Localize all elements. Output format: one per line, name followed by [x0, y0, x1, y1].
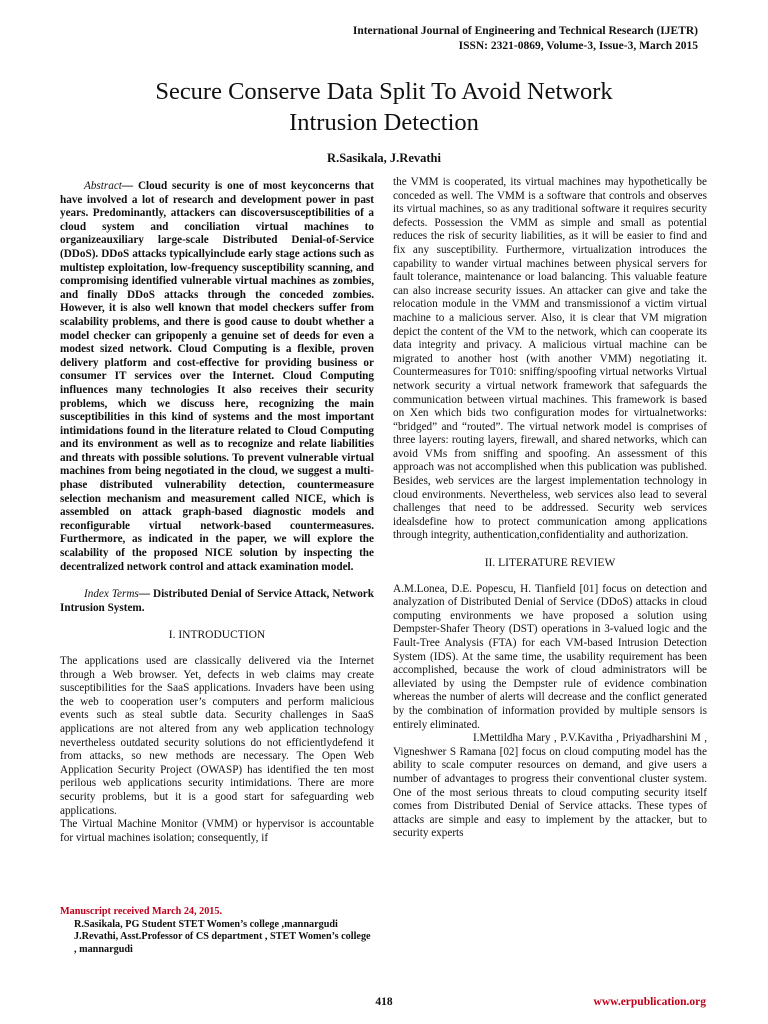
index-terms-text: — Distributed Denial of Service Attack, Network Intrusion System. — [60, 588, 374, 614]
publisher-website[interactable]: www.erpublication.org — [593, 996, 706, 1008]
journal-issn: ISSN: 2321-0869, Volume-3, Issue-3, March 2015 — [458, 40, 698, 52]
journal-name: International Journal of Engineering and Technical Research (IJETR) — [352, 25, 698, 37]
left-column — [60, 176, 374, 845]
paper-authors: R.Sasikala, J.Revathi — [327, 151, 441, 165]
author-footnote — [60, 906, 374, 956]
manuscript-received: Manuscript received March 24, 2015. — [60, 906, 223, 917]
journal-header — [353, 24, 698, 54]
index-terms — [60, 588, 374, 615]
abstract-label: Abstract — [84, 180, 122, 192]
intro-paragraph-2: The Virtual Machine Monitor (VMM) or hypervisor is accountable for virtual machines isolation; consequently, if — [60, 818, 374, 844]
title-line-1: Secure Conserve Data Split To Avoid Network — [155, 78, 613, 105]
footnote-author-1: R.Sasikala, PG Student STET Women’s college ,mannargudi — [74, 918, 338, 930]
intro-paragraph-1: The applications used are classically delivered via the Internet through a Web browser. Yet, defects in web claims may create susceptibilities for the SaaS applications. Invaders have been using the web to cooperation user’s computers and perform malicious events such as steal subtle data. Security challenges in SaaS applications are not altered from any web application technology nevertheless outdated security solutions do not efficientlydefend it from attacks, so new methods are necessary. The Open Web Application Security Project (OWASP) has identified the ten most perilous web applications security intimidations. There are more security problems, but it is a good start for safeguarding web applications. — [60, 655, 374, 817]
paper-title — [0, 76, 768, 138]
right-column — [393, 176, 707, 841]
title-line-2: Intrusion Detection — [289, 109, 479, 136]
footnote-author-2: J.Revathi, Asst.Professor of CS department , STET Women’s college , mannargudi — [74, 931, 371, 955]
abstract — [60, 180, 374, 574]
literature-paragraph-2: I.Mettildha Mary , P.V.Kavitha , Priyadharshini M , Vigneshwer S Ramana [02] focus on cloud computing model has the ability to scale computer resources on demand, and give users a number of advantages to progress their conventional cluster system. One of the most serious threats to cloud computing security itself comes from Distributed Denial of Service attacks. These types of attacks are simple and easy to implement by the attacker, but to security experts — [393, 732, 707, 840]
literature-paragraph-1: A.M.Lonea, D.E. Popescu, H. Tianfield [01] focus on detection and analyzation of Distributed Denial of Service (DDoS) attacks in cloud computing environments we have proposed a solution using Dempster-Shafer Theory (DST) operations in 3-valued logic and the Fault-Tree Analysis (FTA) for each VM-based Intrusion Detection System (IDS). At the same time, the usability requirement has been accomplished, because the work of cloud administrators will be alleviated by using the Dempster rule of evidence combination whereas the number of alerts will decrease and the conflict generated by the combination of information provided by multiple sensors is entirely eliminated. — [393, 582, 707, 731]
section-heading-literature-review: II. LITERATURE REVIEW — [484, 557, 616, 570]
page-number: 418 — [375, 996, 393, 1008]
index-terms-label: Index Terms — [84, 588, 139, 601]
vmm-paragraph: the VMM is cooperated, its virtual machines may hypothetically be conceded as well. The VMM is a software that controls and observes its virtual machines, so as any traditional software it requires security defects. Possession the VMM as simple and small as potential reduces the risk of security liabilities, as it will be easier to find and fix any susceptibility. Furthermore, virtualization introduces the capability to wander virtual machines between physical servers for fault tolerance, maintenance or load balancing. This valuable feature can also increase security issues. An attacker can give and take the relocation module in the VMM and transmissionof a victim virtual machine to a malicious server. Also, it is clear that VM migration depict the content of the VM to the network, which can cooperate its data integrity and privacy. A malicious virtual machine can be migrated to another host (with another VMM) negotiating it. Countermeasures for T010: sniffing/spoofing virtual networks Virtual network security a virtual network framework that safeguards the communication between virtual machines. This framework is based on Xen which bids two configuration modes for virtualnetworks: “bridged” and “routed”. The virtual network model is comprises of three layers: routing layers, firewall, and shared networks, which can avoid VMs from sniffing and spoofing. An assessment of this approach was not accomplished when this publication was published. Besides, web services are the largest implementation technology in cloud environments. Nevertheless, web services also lead to several challenges that need to be addressed. Security web services idealsdefine how to protect communication among applications through integrity, authentication,confidentiality and authorization. — [393, 176, 707, 542]
section-heading-introduction: I. INTRODUCTION — [168, 629, 266, 642]
abstract-text: — Cloud security is one of most keyconcerns that have involved a lot of research and development power in past years. Predominantly, attackers can discoversusceptibilities of a cloud system and conciliation virtual machines to organizeauxiliary large-scale Distributed Denial-of-Service (DDoS). DDoS attacks typicallyinclude early stage actions such as multistep exploitation, low-frequency susceptibility scanning, and compromising identified vulnerable virtual machines as zombies, and finally DDoS attacks through the conceded zombies. However, it is also well known that model checkers suffer from scalability problems, and there is good cause to doubt whether a model checker can gripopenly a genuine set of deeds for even a modest sized network. Cloud Computing is a flexible, proven delivery platform and cost-effective for providing business or consumer IT services over the Internet. Cloud Computing influences many technologies It also receives their security problems, which we discuss here, recognizing the main susceptibilities in this kind of systems and the most important intimidations found in the literature related to Cloud Computing and its environment as well as to recognize and relate liabilities and threats with possible solutions. To prevent vulnerable virtual machines from being negotiated in the cloud, we suggest a multi-phase distributed vulnerability detection, countermeasure selection mechanism and measurement called NICE, which is assembled on attack graph-based diagnostic models and reconfigurable virtual network-based countermeasures. Furthermore, as indicated in the paper, we will explore the scalability of the proposed NICE solution by inspecting the decentralized network control and attack examination model. — [60, 180, 374, 573]
